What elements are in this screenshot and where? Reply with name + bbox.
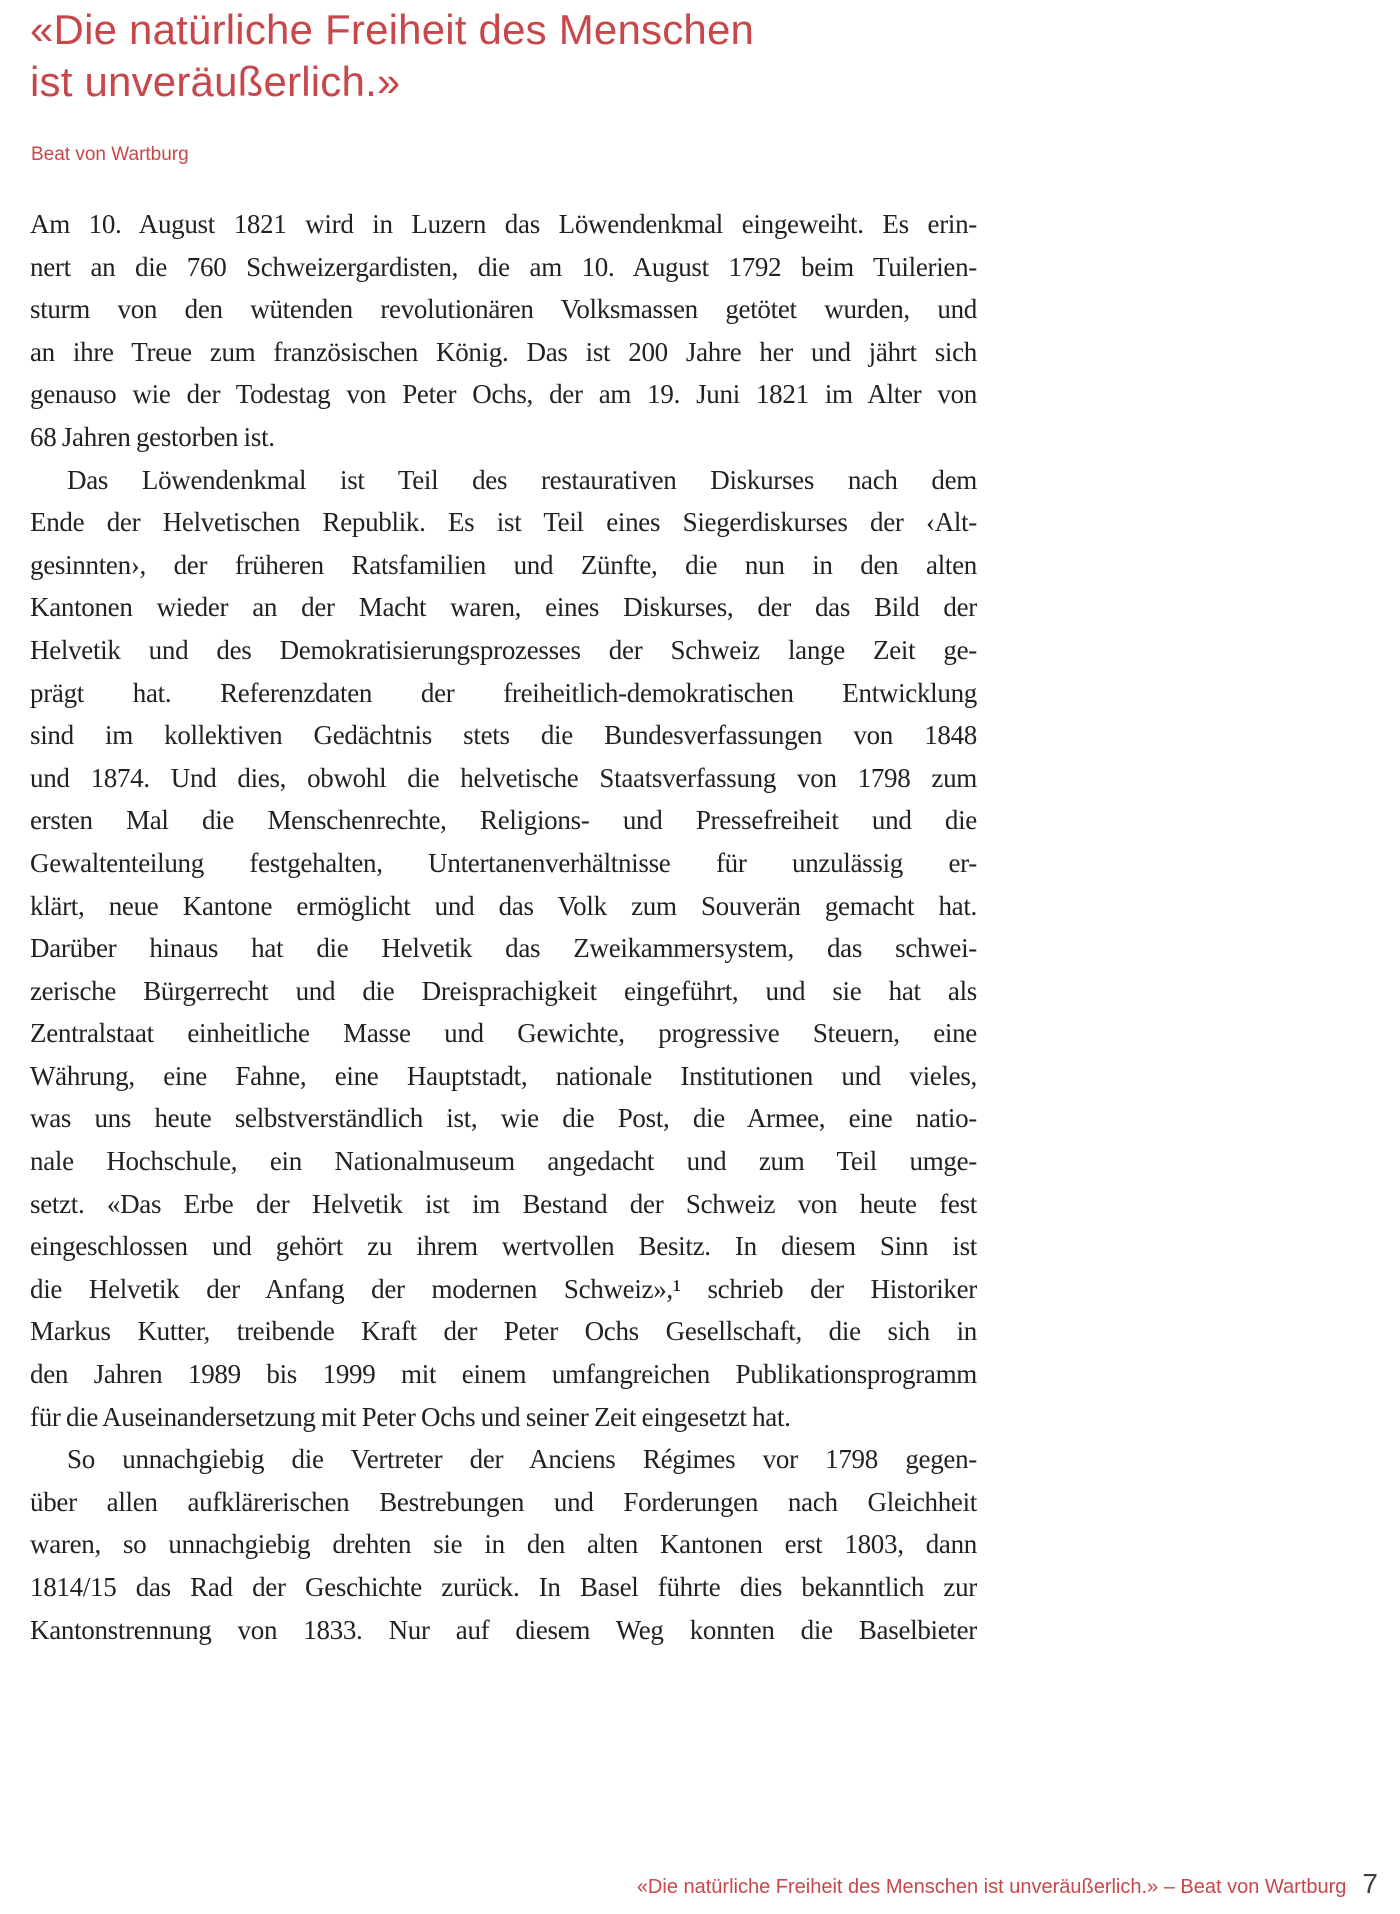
body-text-line: gesinnten›, der früheren Ratsfamilien und Zünfte, die nun in den alten bbox=[30, 549, 977, 580]
body-text-line: nert an die 760 Schweizergardisten, die am 10. August 1792 beim Tuilerien- bbox=[30, 251, 977, 282]
body-text-line: Am 10. August 1821 wird in Luzern das Löwendenkmal eingeweiht. Es erin- bbox=[30, 209, 977, 239]
body-text-line: Ende der Helvetischen Republik. Es ist Teil eines Siegerdiskurses der ‹Alt- bbox=[30, 507, 977, 538]
body-text-line: Das Löwendenkmal ist Teil des restaurativen Diskurses nach dem bbox=[67, 464, 977, 495]
body-text-line: Gewaltenteilung festgehalten, Untertanenverhältnisse für unzulässig er- bbox=[30, 847, 977, 878]
page-number: 7 bbox=[1362, 1868, 1378, 1899]
paragraph bbox=[30, 203, 977, 459]
body-text-line: genauso wie der Todestag von Peter Ochs, der am 19. Juni 1821 im Alter von bbox=[30, 379, 977, 410]
body-text-line: klärt, neue Kantone ermöglicht und das Volk zum Souverän gemacht hat. bbox=[30, 890, 977, 921]
page-title-line-2: ist unveräußerlich.» bbox=[30, 58, 401, 105]
body-text-line: 1814/15 das Rad der Geschichte zurück. In Basel führte dies bekanntlich zur bbox=[30, 1572, 977, 1602]
body-text-line: über allen aufklärerischen Bestrebungen und Forderungen nach Gleichheit bbox=[30, 1486, 977, 1517]
article-body bbox=[30, 203, 977, 1651]
body-text-line: sind im kollektiven Gedächtnis stets die Bundesverfassungen von 1848 bbox=[30, 720, 977, 751]
body-text-line: waren, so unnachgiebig drehten sie in den alten Kantonen erst 1803, dann bbox=[30, 1529, 977, 1560]
body-text-line: nale Hochschule, ein Nationalmuseum angedacht und zum Teil umge- bbox=[30, 1146, 977, 1177]
body-text-line: setzt. «Das Erbe der Helvetik ist im Bestand der Schweiz von heute fest bbox=[30, 1188, 977, 1219]
body-text-line: die Helvetik der Anfang der modernen Schweiz»,¹ schrieb der Historiker bbox=[30, 1273, 977, 1304]
body-text-line: 68 Jahren gestorben ist. bbox=[30, 421, 275, 452]
body-text-line: was uns heute selbstverständlich ist, wie die Post, die Armee, eine natio- bbox=[30, 1103, 977, 1134]
page-footer bbox=[637, 1868, 1378, 1900]
body-text-line: Kantonstrennung von 1833. Nur auf diesem Weg konnten die Baselbieter bbox=[30, 1614, 977, 1645]
body-text-line: Helvetik und des Demokratisierungsprozesses der Schweiz lange Zeit ge- bbox=[30, 634, 977, 665]
body-text-line: zerische Bürgerrecht und die Dreisprachigkeit eingeführt, und sie hat als bbox=[30, 975, 977, 1006]
author-name: Beat von Wartburg bbox=[31, 144, 189, 165]
body-text-line: eingeschlossen und gehört zu ihrem wertvollen Besitz. In diesem Sinn ist bbox=[30, 1231, 977, 1262]
body-text-line: Zentralstaat einheitliche Masse und Gewichte, progressive Steuern, eine bbox=[30, 1018, 977, 1049]
body-text-line: und 1874. Und dies, obwohl die helvetische Staatsverfassung von 1798 zum bbox=[30, 762, 977, 793]
body-text-line: den Jahren 1989 bis 1999 mit einem umfangreichen Publikationsprogramm bbox=[30, 1359, 977, 1390]
body-text-line: Darüber hinaus hat die Helvetik das Zweikammersystem, das schwei- bbox=[30, 933, 977, 964]
body-text-line: So unnachgiebig die Vertreter der Anciens Régimes vor 1798 gegen- bbox=[67, 1444, 977, 1475]
body-text-line: für die Auseinandersetzung mit Peter Ochs und seiner Zeit eingesetzt hat. bbox=[30, 1401, 791, 1432]
body-text-line: Währung, eine Fahne, eine Hauptstadt, nationale Institutionen und vieles, bbox=[30, 1060, 977, 1091]
body-text-line: sturm von den wütenden revolutionären Volksmassen getötet wurden, und bbox=[30, 294, 977, 325]
paragraph bbox=[30, 459, 977, 1439]
paragraph bbox=[30, 1438, 977, 1651]
running-title: «Die natürliche Freiheit des Menschen ist unveräußerlich.» – Beat von Wartburg bbox=[636, 1876, 1347, 1898]
body-text-line: Markus Kutter, treibende Kraft der Peter Ochs Gesellschaft, die sich in bbox=[30, 1316, 977, 1347]
page-title bbox=[30, 4, 1010, 108]
body-text-line: Kantonen wieder an der Macht waren, eines Diskurses, der das Bild der bbox=[30, 592, 977, 623]
body-text-line: prägt hat. Referenzdaten der freiheitlich-demokratischen Entwicklung bbox=[30, 677, 977, 708]
page-title-line-1: «Die natürliche Freiheit des Menschen bbox=[30, 6, 755, 53]
body-text-line: ersten Mal die Menschenrechte, Religions- und Pressefreiheit und die bbox=[30, 805, 977, 836]
body-text-line: an ihre Treue zum französischen König. Das ist 200 Jahre her und jährt sich bbox=[30, 336, 977, 367]
